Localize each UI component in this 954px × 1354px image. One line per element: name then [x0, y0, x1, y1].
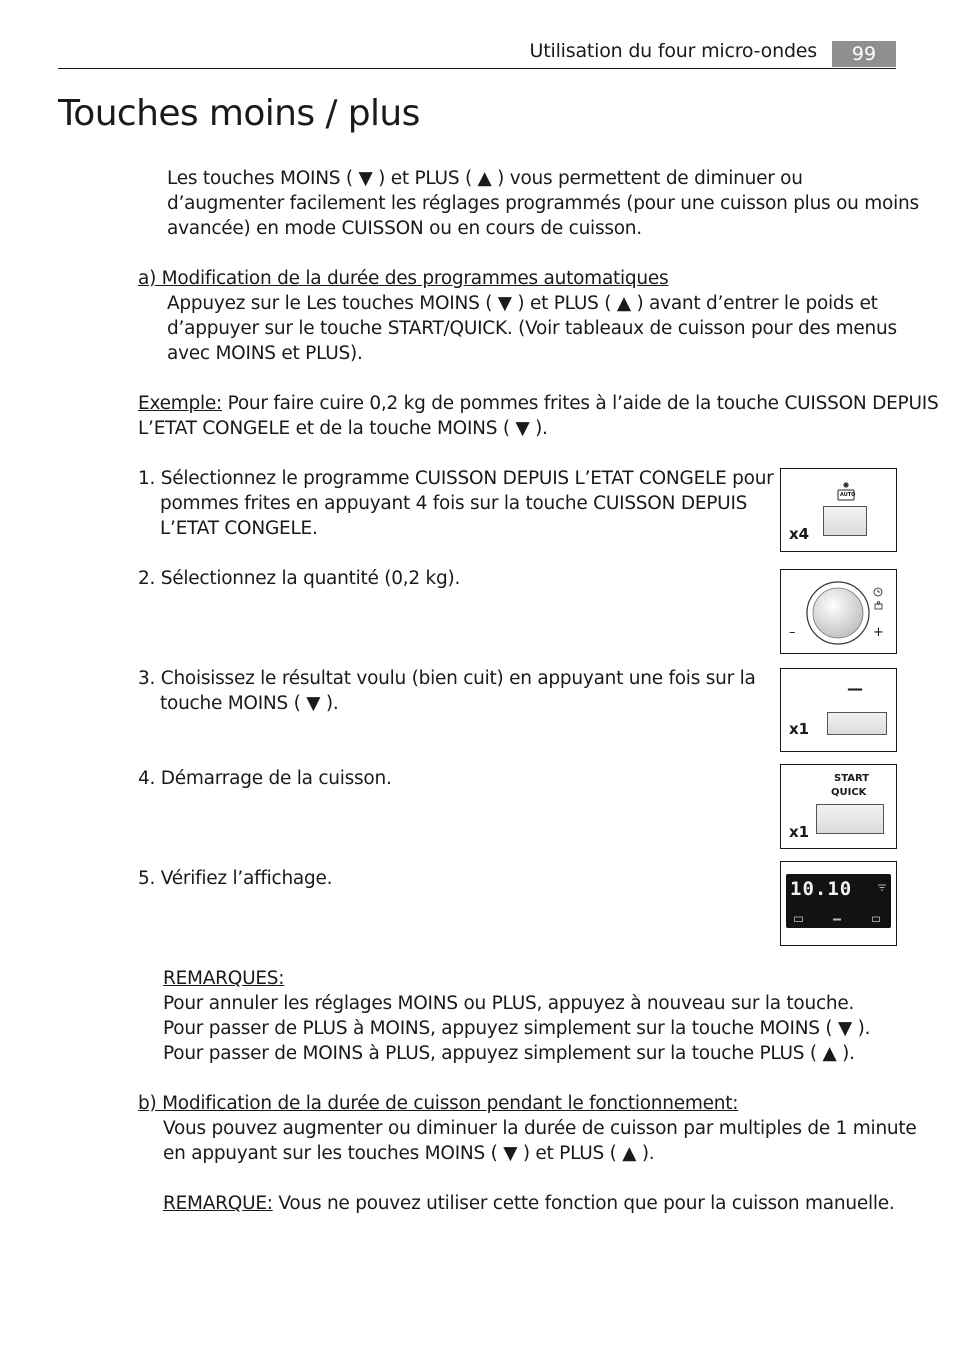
display-mode-icon [878, 884, 886, 892]
example-line-2: L’ETAT CONGELE et de la touche MOINS ( ▼ ). [138, 418, 548, 439]
minus-symbol: — [847, 679, 863, 698]
start-label: START [834, 773, 870, 784]
section-b-line: Vous pouvez augmenter ou diminuer la durée de cuisson par multiples de 1 minute [163, 1118, 917, 1139]
clock-icon [873, 587, 883, 597]
step-line: 5. Vérifiez l’affichage. [138, 868, 333, 889]
remarks-line: Pour passer de MOINS à PLUS, appuyez simplement sur la touche PLUS ( ▲ ). [163, 1043, 855, 1064]
section-a-line: avec MOINS et PLUS). [167, 343, 363, 364]
section-a-line: d’appuyer sur le touche START/QUICK. (Voir tableaux de cuisson pour des menus [167, 318, 897, 339]
step-line: 3. Choisissez le résultat voulu (bien cuit) en appuyant une fois sur la [138, 668, 756, 689]
step-line: 2. Sélectionnez la quantité (0,2 kg). [138, 568, 461, 589]
page-title: Touches moins / plus [58, 93, 420, 134]
example-line-1 [138, 391, 938, 416]
section-a-line: Appuyez sur le Les touches MOINS ( ▼ ) et PLUS ( ▲ ) avant d’entrer le poids et [167, 293, 878, 314]
step-line: pommes frites en appuyant 4 fois sur la touche CUISSON DEPUIS [160, 493, 748, 514]
press-count: x1 [789, 823, 810, 841]
example-label: Exemple: [138, 393, 222, 414]
step-line: touche MOINS ( ▼ ). [160, 693, 339, 714]
section-b-heading [138, 1091, 738, 1116]
quick-label: QUICK [831, 787, 867, 798]
illustration-start-button [780, 764, 897, 849]
display-weight-icon [872, 916, 880, 922]
note-paragraph [163, 1191, 895, 1216]
section-b-heading-text: b) Modification de la durée de cuisson pendant le fonctionnement: [138, 1093, 739, 1114]
minus-key [827, 712, 887, 735]
remarks-line: Pour passer de PLUS à MOINS, appuyez simplement sur la touche MOINS ( ▼ ). [163, 1018, 871, 1039]
intro-line: d’augmenter facilement les réglages programmés (pour une cuisson plus ou moins [167, 193, 919, 214]
remarks-heading: REMARQUES: [163, 968, 285, 989]
example-paragraph [138, 391, 938, 441]
weight-icon [874, 601, 883, 610]
press-count: x4 [789, 525, 810, 543]
step-line: 1. Sélectionnez le programme CUISSON DEPUIS L’ETAT CONGELE pour [138, 468, 774, 489]
intro-paragraph [167, 166, 919, 241]
header-rule [58, 68, 896, 69]
illustration-display [780, 861, 897, 946]
step-3 [138, 666, 756, 716]
intro-line: Les touches MOINS ( ▼ ) et PLUS ( ▲ ) vous permettent de diminuer ou [167, 168, 803, 189]
step-2 [138, 566, 460, 591]
step-line: L’ETAT CONGELE. [160, 518, 318, 539]
note-line [163, 1191, 895, 1216]
illustration-auto-button [780, 468, 897, 552]
page-number: 99 [832, 41, 896, 67]
auto-icon-label: AUTO [840, 492, 856, 498]
note-text: Vous ne pouvez utiliser cette fonction que pour la cuisson manuelle. [272, 1193, 895, 1214]
remarks-line: Pour annuler les réglages MOINS ou PLUS, appuyez à nouveau sur la touche. [163, 993, 855, 1014]
display-dash-icon [833, 918, 841, 921]
section-a-heading [138, 266, 668, 291]
illustration-minus-button [780, 668, 897, 752]
intro-line: avancée) en mode CUISSON ou en cours de cuisson. [167, 218, 642, 239]
plus-label: + [873, 625, 884, 640]
section-a-body [167, 291, 897, 366]
remarks-block [163, 966, 870, 1066]
section-b-line: en appuyant sur les touches MOINS ( ▼ ) et PLUS ( ▲ ). [163, 1143, 655, 1164]
press-count: x1 [789, 720, 810, 738]
section-b-body [163, 1116, 917, 1166]
display-time: 10.10 [790, 878, 853, 900]
lcd-display [786, 874, 891, 928]
section-title: Utilisation du four micro-ondes [529, 40, 817, 62]
minus-label: – [789, 625, 796, 640]
example-text: Pour faire cuire 0,2 kg de pommes frites à l’aide de la touche CUISSON DEPUIS [221, 393, 939, 414]
display-food-icon [794, 916, 803, 922]
auto-defrost-key [823, 506, 867, 536]
rotary-knob-icon [805, 580, 871, 646]
step-4 [138, 766, 392, 791]
auto-defrost-icon [835, 481, 857, 501]
step-5 [138, 866, 332, 891]
step-1 [138, 466, 774, 541]
start-quick-key [816, 804, 884, 834]
illustration-knob [780, 569, 897, 654]
step-line: 4. Démarrage de la cuisson. [138, 768, 392, 789]
section-a-heading-text: a) Modification de la durée des programmes automatiques [138, 268, 669, 289]
note-label: REMARQUE: [163, 1193, 273, 1214]
